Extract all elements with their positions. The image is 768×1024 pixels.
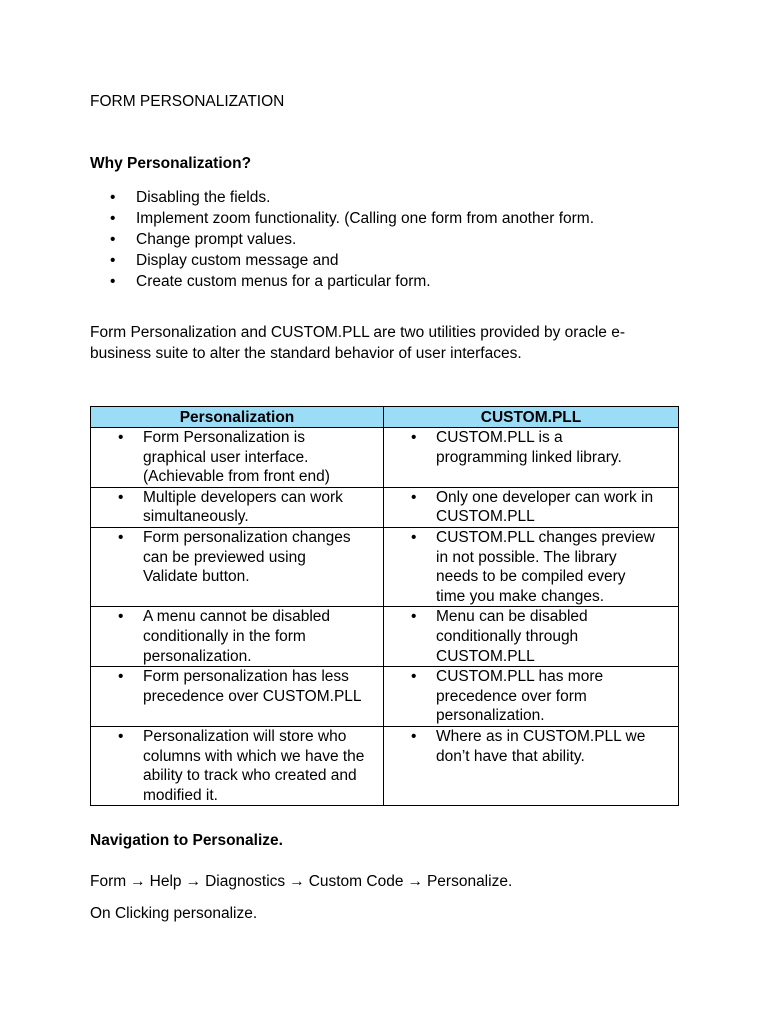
cell-line: Validate button. xyxy=(143,568,250,586)
cell-line: • Where as in CUSTOM.PLL we xyxy=(436,727,646,745)
cell-line: precedence over CUSTOM.PLL xyxy=(143,687,362,705)
path-step: Personalize. xyxy=(426,873,513,890)
cell-line: • Form personalization changes xyxy=(143,528,351,546)
cell-line: • Only one developer can work in xyxy=(436,488,654,506)
table-cell xyxy=(384,527,679,606)
table-row xyxy=(91,667,679,727)
cell-line: CUSTOM.PLL xyxy=(436,647,535,665)
list-item: • Implement zoom functionality. (Calling one form from another form. xyxy=(110,208,594,229)
cell-line: • Menu can be disabled xyxy=(436,608,588,626)
table-row xyxy=(91,487,679,527)
list-item: • Change prompt values. xyxy=(110,229,594,250)
arrow-right-icon: → xyxy=(130,873,146,890)
cell-line: • A menu cannot be disabled xyxy=(143,608,330,626)
header-custom-pll: CUSTOM.PLL xyxy=(384,407,679,428)
list-item: • Disabling the fields. xyxy=(110,187,594,208)
intro-paragraph xyxy=(90,322,680,364)
table-cell xyxy=(91,607,384,667)
intro-line: business suite to alter the standard behavior of user interfaces. xyxy=(90,345,522,362)
cell-line: time you make changes. xyxy=(436,587,605,605)
table-cell xyxy=(91,726,384,805)
intro-line: Form Personalization and CUSTOM.PLL are two utilities provided by oracle e- xyxy=(90,324,625,341)
table-cell xyxy=(91,487,384,527)
table-cell xyxy=(91,428,384,488)
cell-line: programming linked library. xyxy=(436,448,622,466)
arrow-right-icon: → xyxy=(185,873,202,890)
cell-line: modified it. xyxy=(143,786,218,804)
navigation-path xyxy=(90,873,512,891)
table-row xyxy=(91,527,679,606)
cell-line: columns with which we have the xyxy=(143,747,365,765)
path-step: Help xyxy=(149,873,182,890)
table-cell xyxy=(91,527,384,606)
cell-line: precedence over form xyxy=(436,687,587,705)
table-cell xyxy=(384,487,679,527)
table-row xyxy=(91,607,679,667)
path-step: Custom Code xyxy=(308,873,404,890)
cell-line: ability to track who created and xyxy=(143,767,357,785)
table-row xyxy=(91,428,679,488)
list-item: • Create custom menus for a particular form. xyxy=(110,271,594,292)
table-header-row xyxy=(91,407,679,428)
cell-line: in not possible. The library xyxy=(436,548,617,566)
why-heading: Why Personalization? xyxy=(90,155,252,172)
table-cell xyxy=(384,428,679,488)
cell-line: can be previewed using xyxy=(143,548,306,566)
cell-line: • CUSTOM.PLL is a xyxy=(436,429,563,446)
header-personalization: Personalization xyxy=(91,407,384,428)
cell-line: don’t have that ability. xyxy=(436,747,585,765)
table-cell xyxy=(384,667,679,727)
path-step: Diagnostics xyxy=(205,873,286,890)
table-cell xyxy=(384,726,679,805)
cell-line: personalization. xyxy=(436,707,545,725)
cell-line: conditionally in the form xyxy=(143,627,306,645)
comparison-table xyxy=(90,406,679,806)
cell-line: graphical user interface. xyxy=(143,448,309,466)
cell-line: • Form Personalization is xyxy=(143,429,305,446)
path-step: Form xyxy=(90,873,127,890)
table-row xyxy=(91,726,679,805)
reasons-list xyxy=(110,187,594,292)
cell-line: (Achievable from front end) xyxy=(143,468,330,486)
cell-line: • CUSTOM.PLL changes preview xyxy=(436,528,655,546)
list-item: • Display custom message and xyxy=(110,250,594,271)
cell-line: needs to be compiled every xyxy=(436,568,626,586)
cell-line: • Multiple developers can work xyxy=(143,488,343,506)
cell-line: • Form personalization has less xyxy=(143,668,349,686)
table-cell xyxy=(91,667,384,727)
cell-line: personalization. xyxy=(143,647,252,665)
on-click-text: On Clicking personalize. xyxy=(90,905,258,922)
document-title: FORM PERSONALIZATION xyxy=(90,93,285,110)
navigation-heading: Navigation to Personalize. xyxy=(90,832,283,849)
cell-line: • Personalization will store who xyxy=(143,727,347,745)
cell-line: simultaneously. xyxy=(143,508,249,526)
cell-line: • CUSTOM.PLL has more xyxy=(436,668,604,686)
cell-line: conditionally through xyxy=(436,627,579,645)
table-cell xyxy=(384,607,679,667)
arrow-right-icon: → xyxy=(289,873,305,890)
arrow-right-icon: → xyxy=(407,873,423,890)
cell-line: CUSTOM.PLL xyxy=(436,508,535,526)
